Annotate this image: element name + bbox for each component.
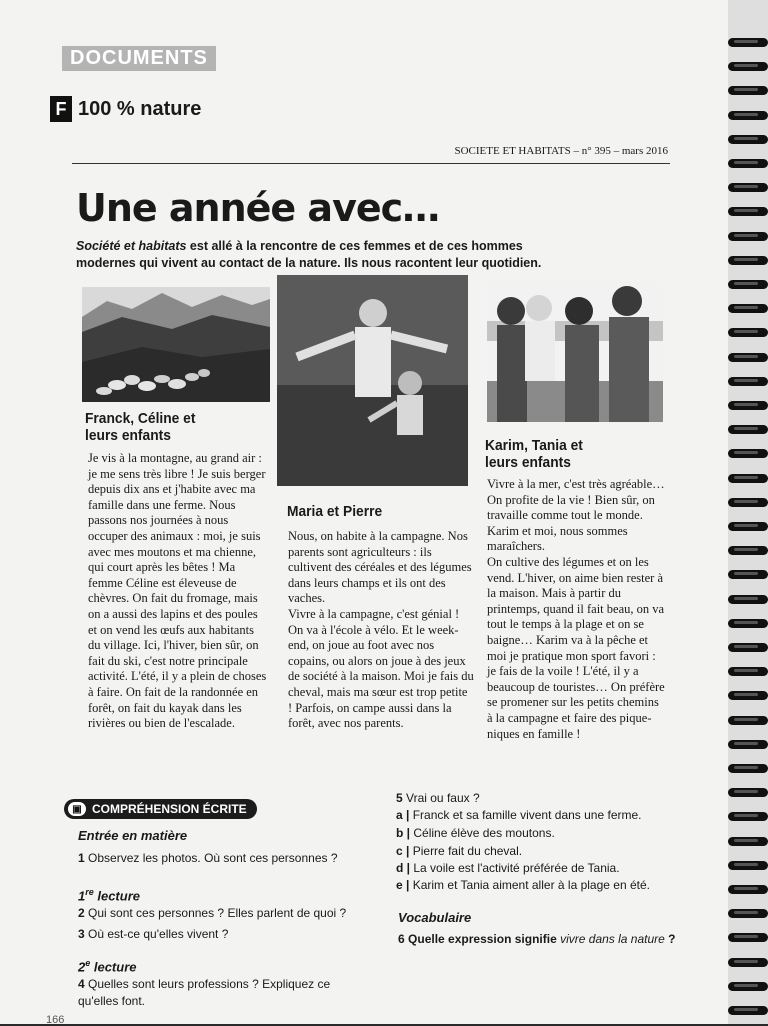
spiral-coil (728, 740, 768, 749)
spiral-coil (728, 425, 768, 434)
spiral-coil (728, 788, 768, 797)
spiral-coil (728, 982, 768, 991)
spiral-coil (728, 474, 768, 483)
question-6: 6 Quelle expression signifie vivre dans la nature ? (398, 932, 676, 946)
spiral-coil (728, 643, 768, 652)
spiral-coil (728, 377, 768, 386)
section-title: 100 % nature (78, 97, 202, 120)
spiral-coil (728, 885, 768, 894)
masthead: SOCIETE ET HABITATS – n° 395 – mars 2016 (454, 145, 668, 157)
question-5: 5 Vrai ou faux ? (396, 791, 480, 805)
section-letter: F (50, 96, 72, 122)
spiral-coil (728, 207, 768, 216)
entree-title: Entrée en matière (78, 828, 188, 843)
spiral-coil (728, 812, 768, 821)
page-number: 166 (46, 1014, 65, 1026)
spiral-coil (728, 716, 768, 725)
documents-tag: DOCUMENTS (62, 46, 216, 71)
spiral-coil (728, 183, 768, 192)
spiral-coil (728, 62, 768, 71)
mountain-sheep-illustration (82, 287, 270, 402)
col1-text (88, 451, 268, 732)
question-4: 4 Quelles sont leurs professions ? Expliquez ce qu'elles font. (78, 977, 331, 1008)
section-heading (50, 96, 201, 122)
family-illustration (487, 281, 663, 422)
col2-paragraph-2: Vivre à la campagne, c'est génial ! On va à l'école à vélo. Et le week-end, on joue au foot avec nos copains, ou alors on joue à des jeux de société à la maison. Moi je fais du cheval, mais ma sœur est trop petite ! Parfois, on campe aussi dans la forêt, avec nos parents. (288, 606, 474, 731)
lecture1-title: 1re lecture (78, 887, 140, 904)
spiral-coil (728, 304, 768, 313)
question-2: 2 Qui sont ces personnes ? Elles parlent de quoi ? (78, 906, 347, 920)
question-1: 1 Observez les photos. Où sont ces personnes ? (78, 851, 338, 865)
photo-mountain-sheep (82, 287, 270, 402)
spiral-coil (728, 135, 768, 144)
spiral-coil (728, 280, 768, 289)
col2-paragraph-1: Nous, on habite à la campagne. Nos parents sont agriculteurs : ils cultivent des céréales et des légumes dans leurs champs et ils ont des vaches. (288, 529, 472, 606)
col2-title: Maria et Pierre (287, 503, 383, 520)
spiral-coil (728, 232, 768, 241)
spiral-coil (728, 256, 768, 265)
col1-paragraph: Je vis à la montagne, au grand air : je me sens très libre ! Je suis berger depuis dix ans et j'habite avec ma famille dans une ferme. Nous passons nos journées à nous occuper des animaux : moi, je suis avec mes moutons et ma chienne, qui court après les bêtes ! Ma femme Céline est éleveuse de chèvres. On fait du fromage, mais on a aussi des lapins et des poules et on vend les œufs aux habitants du village. Ici, l'hiver, bien sûr, on fait du ski, c'est notre principale activité. L'été, il y a plein de choses à faire. On fait de la randonnée en forêt, on fait du kayak dans les rivières ou bien de l'escalade. (88, 451, 267, 731)
spiral-coil (728, 1006, 768, 1015)
col1-title: Franck, Céline et leurs enfants (85, 410, 196, 444)
spiral-binding (728, 0, 768, 1024)
book-icon: ▣ (68, 802, 86, 816)
spiral-coil (728, 958, 768, 967)
question-3: 3 Où est-ce qu'elles vivent ? (78, 927, 229, 941)
vocabulaire-title: Vocabulaire (398, 910, 472, 925)
photo-family-seaside (487, 281, 663, 422)
spiral-coil (728, 401, 768, 410)
masthead-rule (72, 163, 670, 164)
spiral-coil (728, 159, 768, 168)
vf-item-d: d | La voile est l'activité préférée de Tania. (396, 861, 620, 875)
col2-text (288, 529, 474, 732)
spiral-coil (728, 570, 768, 579)
comprehension-label: COMPRÉHENSION ÉCRITE (92, 802, 247, 816)
article-intro (76, 238, 576, 272)
col3-text (487, 477, 665, 742)
lecture2-title: 2e lecture (78, 958, 137, 975)
spiral-coil (728, 595, 768, 604)
intro-text: est allé à la rencontre de ces femmes et de ces hommes modernes qui vivent au contact de la nature. Ils nous racontent leur quotidien. (76, 239, 542, 270)
col3-paragraph-2: On cultive des légumes et on les vend. L'hiver, on aime bien rester à la maison. Mais à partir du printemps, quand il fait beau, on va tout le temps à la plage et on se baigne… Karim va à la pêche et moi je pratique mon sport favori : je fais de la voile ! L'été, il y a beaucoup de touristes… On préfère se promener sur les petits chemins à la campagne et faire des pique-niques en famille ! (487, 554, 665, 741)
children-field-illustration (277, 275, 468, 486)
spiral-coil (728, 619, 768, 628)
spiral-coil (728, 909, 768, 918)
article-headline: Une année avec… (76, 186, 440, 230)
spiral-coil (728, 38, 768, 47)
spiral-coil (728, 667, 768, 676)
spiral-coil (728, 498, 768, 507)
vf-item-a: a | Franck et sa famille vivent dans une ferme. (396, 808, 642, 822)
spiral-coil (728, 691, 768, 700)
spiral-coil (728, 837, 768, 846)
spiral-coil (728, 861, 768, 870)
spiral-coil (728, 449, 768, 458)
vf-item-e: e | Karim et Tania aiment aller à la plage en été. (396, 878, 650, 892)
comprehension-badge (64, 799, 257, 819)
spiral-coil (728, 86, 768, 95)
spiral-coil (728, 546, 768, 555)
spiral-coil (728, 764, 768, 773)
spiral-coil (728, 933, 768, 942)
spiral-coil (728, 328, 768, 337)
magazine-name: Société et habitats (76, 239, 187, 253)
spiral-coil (728, 522, 768, 531)
spiral-coil (728, 353, 768, 362)
photo-children-field (277, 275, 468, 486)
vf-item-b: b | Céline élève des moutons. (396, 826, 555, 840)
spiral-coil (728, 111, 768, 120)
vf-item-c: c | Pierre fait du cheval. (396, 844, 523, 858)
col3-paragraph-1: Vivre à la mer, c'est très agréable… On profite de la vie ! Bien sûr, on travaille comme tout le monde. Karim et moi, nous sommes maraîchers. (487, 477, 665, 554)
col3-title: Karim, Tania et leurs enfants (485, 437, 583, 471)
